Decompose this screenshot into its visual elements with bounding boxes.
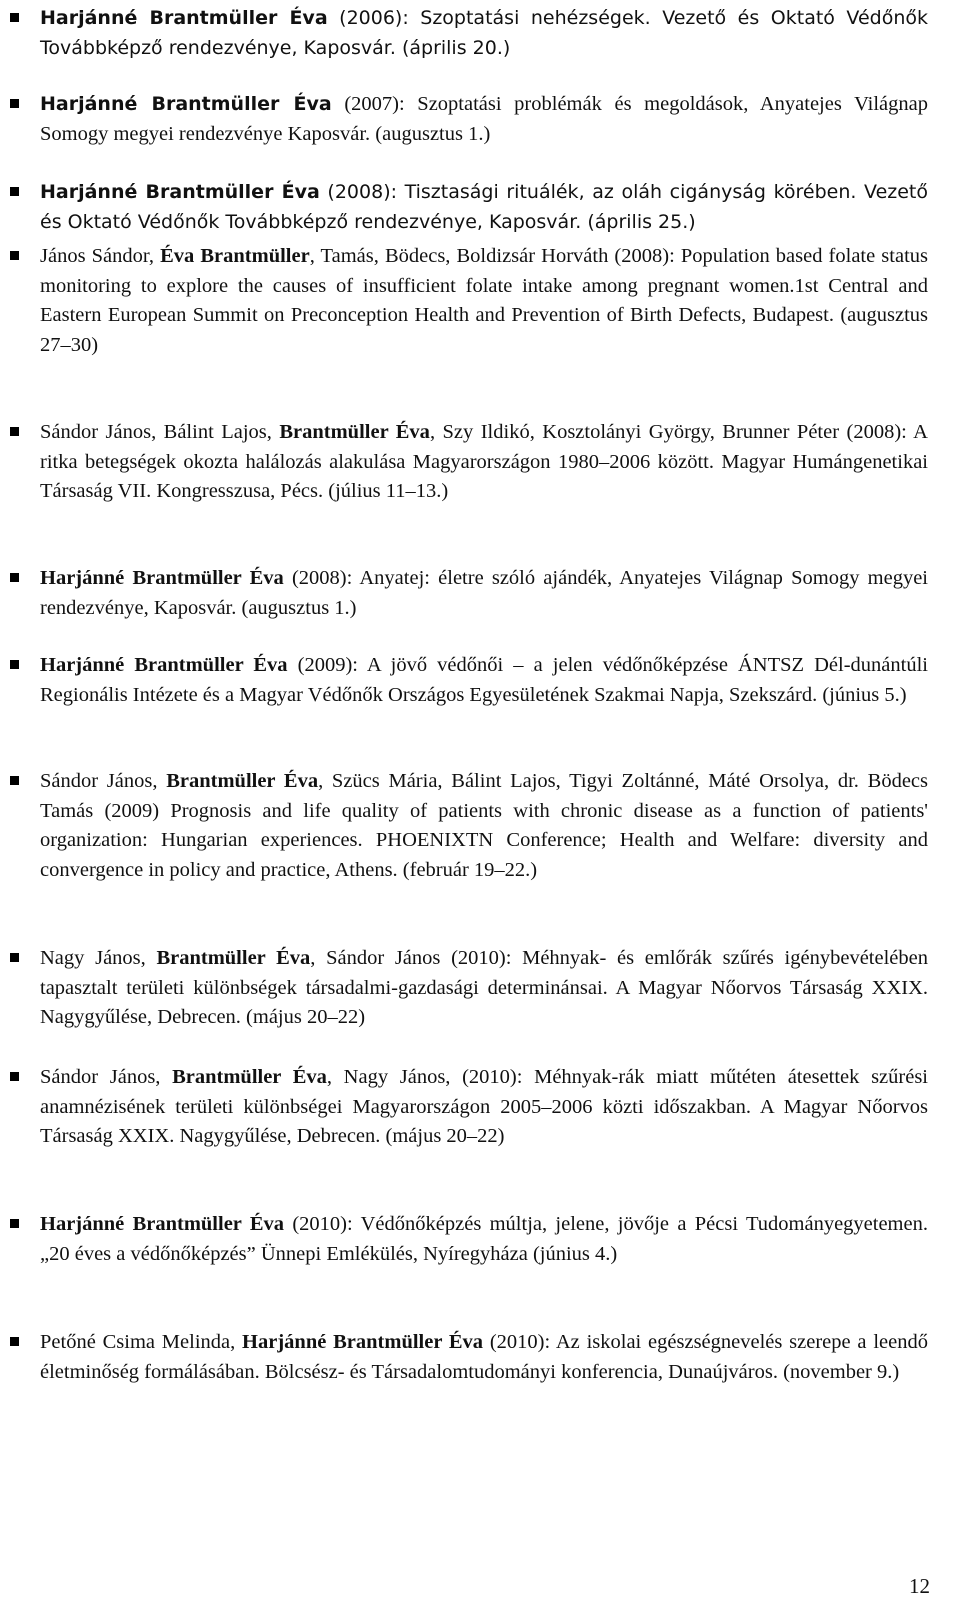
square-bullet-icon [10,1219,19,1228]
entry-text [40,1210,928,1269]
square-bullet-icon [10,13,19,22]
entry-text-run: Petőné Csima Melinda, [40,1331,243,1353]
entry-text-run: , Nagy János, (2010): Méhnyak-rák miatt műtéten átesettek szűrési anamnézisének területi különbségei Magyarországon 2005–2006 közti időszakban. A Magyar Nőorvos Társaság XXIX. Nagygyűlése, Debrecen. (május 20–22) [40,1066,928,1147]
bibliography-entry [40,178,928,237]
author-highlight: Harjánné Brantmüller Éva [40,181,320,203]
entry-text-run: , Szy Ildikó, Kosztolányi György, Brunner Péter (2008): A ritka betegségek okozta halálozás alakulása Magyarországon 1980–2006 között. Magyar Humángenetikai Társaság VII. Kongresszusa, Pécs. (július 11–13.) [40,421,928,502]
entry-text [40,4,928,63]
author-highlight: Éva Brantmüller [160,245,310,267]
square-bullet-icon [10,573,19,582]
entry-text-run: , Szücs Mária, Bálint Lajos, Tigyi Zoltánné, Máté Orsolya, dr. Bödecs Tamás (2009) Prognosis and life quality of patients with chronic disease as a function of patients' organization: Hungarian experiences. PHOENIXTN Conference; Health and Welfare: diversity and convergence in policy and practice, Athens. (február 19–22.) [40,770,929,881]
bibliography-entry [40,944,928,1033]
entry-text-run: (2010): Az iskolai egészségnevelés szerepe a leendő életminőség formálásában. Bölcsész- és Társadalomtudományi konferencia, Dunaújváros. (november 9.) [40,1331,928,1383]
entry-text-run: , Tamás, Bödecs, Boldizsár Horváth (2008): Population based folate status monitoring to explore the causes of insufficient folate intake among pregnant women.1st Central and Eastern European Summit on Preconception Health and Prevention of Birth Defects, Budapest. (augusztus 27–30) [40,245,928,356]
entry-text [40,1328,928,1387]
entry-text [40,90,928,149]
entry-text [40,1063,928,1152]
square-bullet-icon [10,776,19,785]
square-bullet-icon [10,660,19,669]
bibliography-entry [40,1063,928,1152]
page-number: 12 [909,1574,930,1598]
bibliography-entry [40,1210,928,1269]
author-highlight: Harjánné Brantmüller Éva [242,1331,484,1353]
author-highlight: Brantmüller Éva [156,947,311,969]
author-highlight: Brantmüller Éva [172,1066,327,1088]
entry-text-run: Sándor János, Bálint Lajos, [40,421,280,443]
square-bullet-icon [10,187,19,196]
bibliography-entry [40,564,928,623]
bibliography-entry [40,418,928,507]
author-highlight: Harjánné Brantmüller Éva [40,93,332,115]
square-bullet-icon [10,251,19,260]
entry-text-run: (2008): Anyatej: életre szóló ajándék, Anyatejes Világnap Somogy megyei rendezvénye, Kaposvár. (augusztus 1.) [40,567,928,619]
entry-text [40,651,928,710]
bibliography-entry [40,1328,928,1387]
entry-text-run: (2010): Védőnőképzés múltja, jelene, jövője a Pécsi Tudományegyetemen. „20 éves a védőnőképzés” Ünnepi Emlékülés, Nyíregyháza (június 4.) [40,1213,928,1265]
entry-text-run: János Sándor, [40,245,161,267]
square-bullet-icon [10,953,19,962]
bibliography-entry [40,767,928,885]
entry-text [40,944,928,1033]
entry-text-run: Sándor János, [40,1066,173,1088]
entry-text-run: , Sándor János (2010): Méhnyak- és emlőrák szűrés igénybevételében tapasztalt területi különbségek társadalmi-gazdasági determinánsai. A Magyar Nőorvos Társaság XXIX. Nagygyűlése, Debrecen. (május 20–22) [40,947,928,1028]
entry-text [40,767,928,885]
entry-text [40,418,928,507]
author-highlight: Harjánné Brantmüller Éva [40,7,328,29]
entry-text-run: Nagy János, [40,947,157,969]
entry-text-run: (2008): Tisztasági rituálék, az oláh cigányság körében. Vezető és Oktató Védőnők Továbbképző rendezvénye, Kaposvár. (április 25.) [40,181,928,233]
entry-text [40,564,928,623]
author-highlight: Harjánné Brantmüller Éva [40,654,288,676]
bibliography-entry [40,651,928,710]
bibliography-entry [40,4,928,63]
author-highlight: Harjánné Brantmüller Éva [40,567,284,589]
entry-text [40,242,928,360]
entry-text [40,178,928,237]
author-highlight: Harjánné Brantmüller Éva [40,1213,285,1235]
bibliography-entry [40,242,928,360]
entry-text-run: (2009): A jövő védőnői – a jelen védőnőképzése ÁNTSZ Dél-dunántúli Regionális Intézete és a Magyar Védőnők Országos Egyesületének Szakmai Napja, Szekszárd. (június 5.) [40,654,928,706]
entry-text-run: (2007): Szoptatási problémák és megoldások, Anyatejes Világnap Somogy megyei rendezvénye Kaposvár. (augusztus 1.) [40,93,929,145]
square-bullet-icon [10,1337,19,1346]
square-bullet-icon [10,427,19,436]
entry-text-run: (2006): Szoptatási nehézségek. Vezető és Oktató Védőnők Továbbképző rendezvénye, Kaposvár. (április 20.) [40,7,929,59]
square-bullet-icon [10,1072,19,1081]
author-highlight: Brantmüller Éva [166,770,319,792]
author-highlight: Brantmüller Éva [279,421,430,443]
bibliography-entry [40,90,928,149]
square-bullet-icon [10,99,19,108]
entry-text-run: Sándor János, [40,770,167,792]
